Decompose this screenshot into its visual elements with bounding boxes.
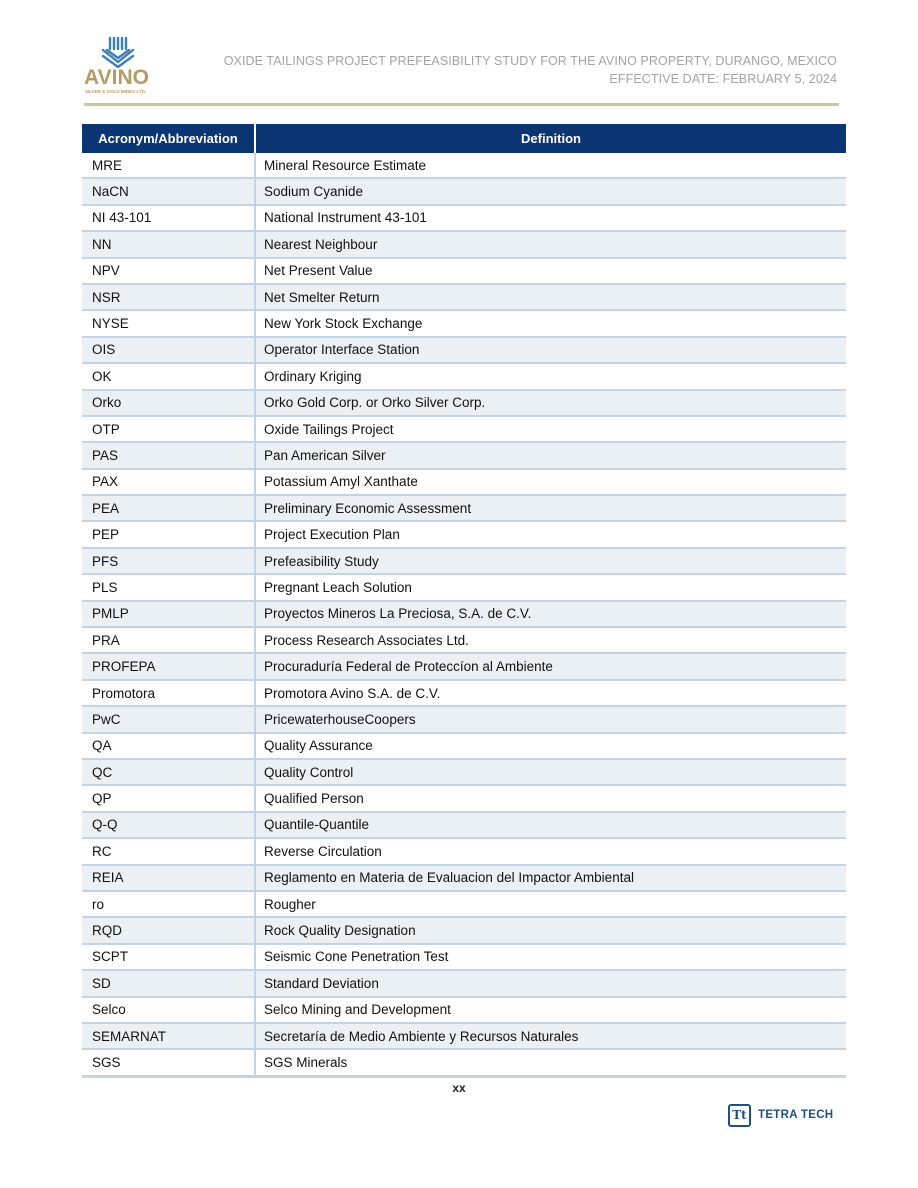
definition-cell: Rock Quality Designation (255, 917, 846, 943)
definition-cell: Net Present Value (255, 258, 846, 284)
definition-cell: Ordinary Kriging (255, 363, 846, 389)
definition-cell: SGS Minerals (255, 1049, 846, 1076)
definition-cell: Secretaría de Medio Ambiente y Recursos Naturales (255, 1023, 846, 1049)
definition-cell: Procuraduría Federal de Proteccíon al Ambiente (255, 653, 846, 679)
definition-cell: Pregnant Leach Solution (255, 574, 846, 600)
table-row (82, 442, 846, 468)
acronym-cell: SD (82, 970, 255, 996)
table-row (82, 231, 846, 257)
definition-cell: Net Smelter Return (255, 284, 846, 310)
definition-cell: Mineral Resource Estimate (255, 153, 846, 178)
acronym-cell: NN (82, 231, 255, 257)
table-row (82, 178, 846, 204)
acronym-cell: PwC (82, 706, 255, 732)
table-row (82, 917, 846, 943)
acronym-cell: ro (82, 891, 255, 917)
acronym-cell: QP (82, 785, 255, 811)
definition-cell: Prefeasibility Study (255, 548, 846, 574)
acronym-cell: Selco (82, 997, 255, 1023)
table-row (82, 258, 846, 284)
header-divider (84, 103, 839, 106)
definition-cell: Process Research Associates Ltd. (255, 627, 846, 653)
table-row (82, 680, 846, 706)
acronym-cell: OTP (82, 416, 255, 442)
table-row (82, 205, 846, 231)
definition-cell: Reglamento en Materia de Evaluacion del Impactor Ambiental (255, 865, 846, 891)
table-row (82, 865, 846, 891)
effective-date: EFFECTIVE DATE: FEBRUARY 5, 2024 (609, 72, 837, 86)
table-row (82, 310, 846, 336)
table-row (82, 970, 846, 996)
definition-cell: Preliminary Economic Assessment (255, 495, 846, 521)
acronym-cell: RQD (82, 917, 255, 943)
acronym-cell: NYSE (82, 310, 255, 336)
table-row (82, 495, 846, 521)
table-row (82, 284, 846, 310)
column-header-definition: Definition (255, 124, 846, 153)
definition-cell: New York Stock Exchange (255, 310, 846, 336)
acronym-cell: PROFEPA (82, 653, 255, 679)
table-row (82, 548, 846, 574)
acronym-table (82, 124, 846, 1078)
table-row (82, 706, 846, 732)
table-row (82, 653, 846, 679)
acronym-cell: Q-Q (82, 812, 255, 838)
avino-logo (84, 36, 154, 98)
definition-cell: Seismic Cone Penetration Test (255, 944, 846, 970)
definition-cell: Pan American Silver (255, 442, 846, 468)
table-row (82, 627, 846, 653)
table-row (82, 891, 846, 917)
acronym-cell: RC (82, 838, 255, 864)
acronym-cell: Promotora (82, 680, 255, 706)
definition-cell: Orko Gold Corp. or Orko Silver Corp. (255, 390, 846, 416)
definition-cell: Promotora Avino S.A. de C.V. (255, 680, 846, 706)
tetra-tech-logo-icon: Tt (728, 1104, 751, 1127)
definition-cell: Standard Deviation (255, 970, 846, 996)
definition-cell: Quality Control (255, 759, 846, 785)
acronym-cell: PAX (82, 469, 255, 495)
document-title: OXIDE TAILINGS PROJECT PREFEASIBILITY STUDY FOR THE AVINO PROPERTY, DURANGO, MEXICO (223, 54, 837, 68)
tetra-tech-name: TETRA TECH (758, 1109, 834, 1121)
definition-cell: Reverse Circulation (255, 838, 846, 864)
definition-cell: Project Execution Plan (255, 521, 846, 547)
table-row (82, 574, 846, 600)
avino-chevron-logo-icon (100, 36, 136, 68)
document-header (224, 52, 837, 88)
table-row (82, 997, 846, 1023)
acronym-cell: PEA (82, 495, 255, 521)
definition-cell: Potassium Amyl Xanthate (255, 469, 846, 495)
table-row (82, 469, 846, 495)
acronym-cell: PFS (82, 548, 255, 574)
acronym-cell: Orko (82, 390, 255, 416)
acronym-cell: SGS (82, 1049, 255, 1076)
definition-cell: Operator Interface Station (255, 337, 846, 363)
tetra-tech-logo (728, 1104, 838, 1132)
acronym-cell: PLS (82, 574, 255, 600)
acronym-cell: PMLP (82, 601, 255, 627)
definition-cell: Oxide Tailings Project (255, 416, 846, 442)
definition-cell: Nearest Neighbour (255, 231, 846, 257)
definition-cell: Quantile-Quantile (255, 812, 846, 838)
acronym-cell: QC (82, 759, 255, 785)
table-row (82, 785, 846, 811)
table-row (82, 812, 846, 838)
acronym-cell: PAS (82, 442, 255, 468)
table-body (82, 153, 846, 1076)
column-header-acronym: Acronym/Abbreviation (82, 124, 255, 153)
acronym-cell: OK (82, 363, 255, 389)
table-row (82, 521, 846, 547)
definition-cell: Quality Assurance (255, 733, 846, 759)
definition-cell: Proyectos Mineros La Preciosa, S.A. de C.V. (255, 601, 846, 627)
table-row (82, 363, 846, 389)
table-row (82, 944, 846, 970)
definition-cell: PricewaterhouseCoopers (255, 706, 846, 732)
definition-cell: National Instrument 43-101 (255, 205, 846, 231)
definition-cell: Rougher (255, 891, 846, 917)
acronym-cell: QA (82, 733, 255, 759)
table-row (82, 1023, 846, 1049)
table-header-row (82, 124, 846, 153)
logo-tagline: SILVER & GOLD MINES LTD. (85, 89, 147, 94)
acronym-cell: REIA (82, 865, 255, 891)
table-row (82, 337, 846, 363)
definition-cell: Selco Mining and Development (255, 997, 846, 1023)
acronym-cell: SEMARNAT (82, 1023, 255, 1049)
table-row (82, 390, 846, 416)
logo-name: AVINO (84, 66, 149, 89)
acronym-cell: SCPT (82, 944, 255, 970)
acronym-cell: NSR (82, 284, 255, 310)
table-row (82, 838, 846, 864)
definition-cell: Sodium Cyanide (255, 178, 846, 204)
acronym-cell: OIS (82, 337, 255, 363)
definition-cell: Qualified Person (255, 785, 846, 811)
acronym-cell: PRA (82, 627, 255, 653)
table-row (82, 416, 846, 442)
acronym-cell: MRE (82, 153, 255, 178)
table-row (82, 153, 846, 178)
table-row (82, 601, 846, 627)
table-row (82, 759, 846, 785)
acronym-cell: PEP (82, 521, 255, 547)
table-row (82, 1049, 846, 1076)
acronym-cell: NI 43-101 (82, 205, 255, 231)
acronym-cell: NaCN (82, 178, 255, 204)
acronym-cell: NPV (82, 258, 255, 284)
page-number: xx (452, 1081, 466, 1095)
table-row (82, 733, 846, 759)
